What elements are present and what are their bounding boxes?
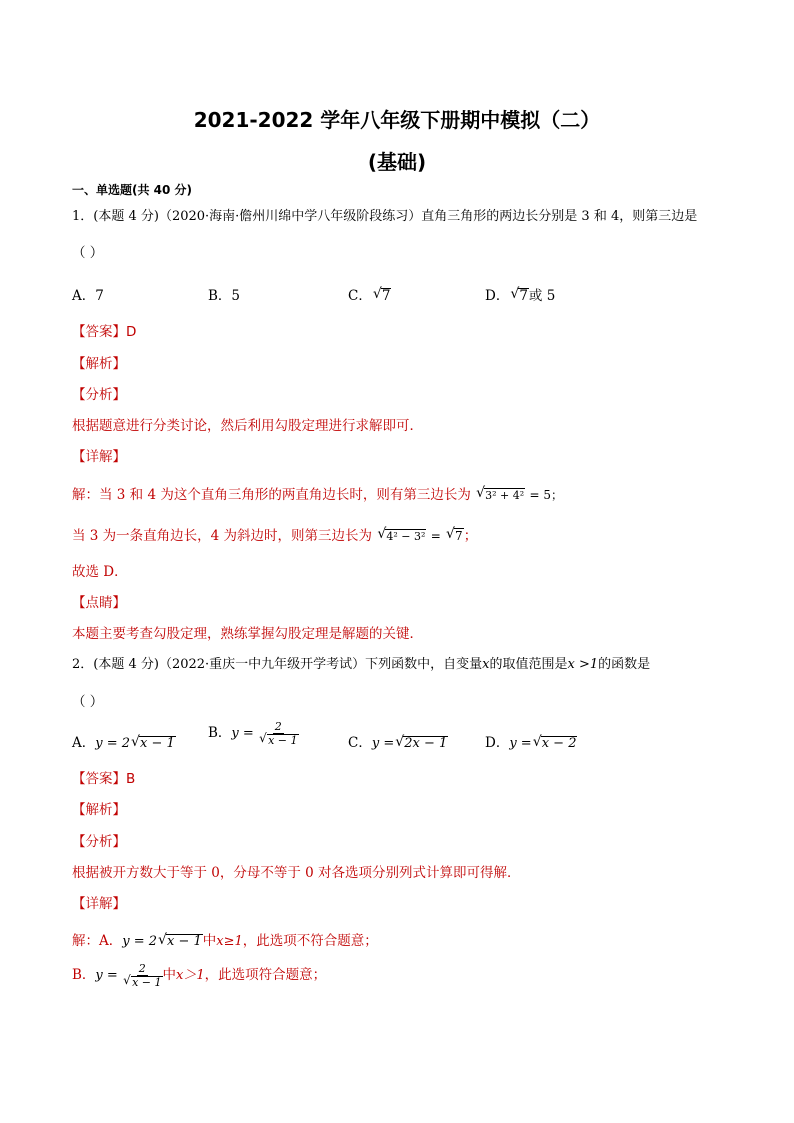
q2-option-b-num: 2 xyxy=(274,720,282,733)
q2-fenxi-text: 根据被开方数大于等于 0，分母不等于 0 对各选项分别列式计算即可得解． xyxy=(72,865,521,881)
q2-stem-mid: 的取值范围是 xyxy=(489,657,568,672)
q2-option-d-arg: x − 2 xyxy=(541,736,577,751)
q1-analysis-tag: 【解析】 xyxy=(72,356,126,372)
sqrt-symbol: √ 4² − 3² xyxy=(377,526,426,543)
sqrt-symbol: √ 7 xyxy=(372,286,391,304)
q2-detailB-fraction xyxy=(122,962,162,989)
q1-option-c-label: C． xyxy=(348,288,372,304)
q1-answer-value: D xyxy=(126,324,137,340)
q2-detail-tag: 【详解】 xyxy=(72,896,126,912)
sqrt-symbol: √ x − 1 xyxy=(259,731,298,747)
q2-stem-pre: 2．(本题 4 分)（2022·重庆一中九年级开学考试）下列函数中，自变量 xyxy=(72,657,483,672)
q2-detailA-label: 解：A． xyxy=(72,933,123,949)
q2-option-a-label: A． xyxy=(72,735,96,751)
q2-detail-a xyxy=(72,929,378,949)
q2-option-d xyxy=(485,731,577,751)
sqrt-symbol: √ 3² + 4² xyxy=(476,485,525,502)
q2-option-b xyxy=(208,720,299,747)
sqrt-symbol: √ 7 xyxy=(446,526,463,543)
q2-option-c-pre: y = xyxy=(371,736,395,751)
q2-detailB-pre: y = xyxy=(95,968,118,983)
q1-detail2-eq: = xyxy=(430,529,441,543)
q2-option-a xyxy=(72,731,176,751)
q2-option-d-label: D． xyxy=(485,735,510,751)
q2-stem-tail: 的函数是 xyxy=(598,657,651,672)
q2-detailA-tail: ，此选项不符合题意； xyxy=(242,933,378,949)
sqrt-symbol: √ x − 1 xyxy=(123,973,162,989)
sqrt-symbol: √ 7 xyxy=(510,286,528,304)
q2-detailB-den: x − 1 xyxy=(132,976,162,989)
q2-option-c-arg: 2x − 1 xyxy=(404,736,448,751)
q2-detailB-cond: x＞1 xyxy=(176,968,205,983)
q1-option-d xyxy=(485,284,555,304)
q1-option-a: A．7 xyxy=(72,288,104,304)
sqrt-symbol: √ x − 1 xyxy=(131,734,175,751)
q2-analysis-tag: 【解析】 xyxy=(72,802,126,818)
section-heading: 一、单选题(共 40 分) xyxy=(72,183,193,197)
q1-fenxi-tag: 【分析】 xyxy=(72,387,126,403)
q2-option-a-pre: y = 2 xyxy=(95,736,131,751)
q1-detail-line3: 故选 D． xyxy=(72,564,128,580)
q2-detailA-arg: x − 1 xyxy=(167,934,202,949)
q2-detail-b xyxy=(72,962,326,989)
answer-tag: 【答案】 xyxy=(72,771,126,787)
q2-detailB-mid: 中 xyxy=(162,967,177,983)
q1-option-b: B．5 xyxy=(208,288,241,304)
q2-option-d-pre: y = xyxy=(509,736,532,751)
q2-detailB-tail: ，此选项符合题意； xyxy=(204,967,327,983)
q2-option-b-fraction xyxy=(258,720,298,747)
sqrt-symbol: √ 2x − 1 xyxy=(395,734,448,751)
q1-detail1-arg: 3² + 4² xyxy=(485,489,525,502)
q1-detail2-result: 7 xyxy=(455,529,463,543)
q1-detail-tag: 【详解】 xyxy=(72,449,126,465)
q2-option-b-pre: y = xyxy=(231,726,254,741)
q1-option-d-arg: 7 xyxy=(519,288,528,304)
q2-detailB-num: 2 xyxy=(138,962,146,975)
q2-option-a-arg: x − 1 xyxy=(140,736,175,751)
q2-option-c xyxy=(348,731,448,751)
q1-dianjing-text: 本题主要考查勾股定理，熟练掌握勾股定理是解题的关键． xyxy=(72,626,423,642)
q2-option-b-den: x − 1 xyxy=(268,734,298,747)
q1-detail-line2 xyxy=(72,524,477,544)
q1-detail1-text: 解：当 3 和 4 为这个直角三角形的两直角边长时，则有第三边长为 xyxy=(72,487,471,503)
q2-detailA-pre: y = 2 xyxy=(122,934,158,949)
q1-detail2-text: 当 3 为一条直角边长，4 为斜边时，则第三边长为 xyxy=(72,528,373,544)
sqrt-symbol: √ x − 2 xyxy=(532,734,577,751)
q1-detail-line1 xyxy=(72,483,563,503)
q1-detail2-tail: ； xyxy=(463,528,478,544)
sqrt-symbol: √ x − 1 xyxy=(158,932,202,949)
q2-answer-value: B xyxy=(126,771,136,787)
q2-answer xyxy=(72,767,135,787)
answer-tag: 【答案】 xyxy=(72,324,126,340)
q2-detailA-cond: x≥1 xyxy=(216,934,243,949)
q2-stem-x: x xyxy=(482,657,490,672)
q1-stem: 1．(本题 4 分)（2020·海南·儋州川绵中学八年级阶段练习）直角三角形的两边长分别是 3 和 4，则第三边是 xyxy=(72,209,698,224)
q2-option-c-label: C． xyxy=(348,735,372,751)
q1-paren: （ ） xyxy=(72,245,104,261)
q1-detail1-tail: = 5； xyxy=(529,488,563,502)
q2-paren: （ ） xyxy=(72,694,104,710)
q1-option-d-label: D． xyxy=(485,288,510,304)
q2-detailB-label: B． xyxy=(72,967,96,983)
q2-stem xyxy=(72,653,650,672)
q1-detail2-arg: 4² − 3² xyxy=(386,530,426,543)
page-subtitle: (基础) xyxy=(367,150,427,174)
q2-detailA-mid: 中 xyxy=(202,933,217,949)
q2-stem-cond: x >1 xyxy=(567,657,599,672)
q1-option-c xyxy=(348,284,391,304)
q1-dianjing-tag: 【点睛】 xyxy=(72,595,126,611)
q1-fenxi-text: 根据题意进行分类讨论，然后利用勾股定理进行求解即可． xyxy=(72,418,423,434)
q1-answer xyxy=(72,320,136,340)
page-title: 2021-2022 学年八年级下册期中模拟（二） xyxy=(193,108,601,132)
q2-fenxi-tag: 【分析】 xyxy=(72,834,126,850)
q1-option-c-arg: 7 xyxy=(381,288,391,304)
q1-option-d-tail: 或 5 xyxy=(528,288,556,304)
q2-option-b-label: B． xyxy=(208,725,232,741)
